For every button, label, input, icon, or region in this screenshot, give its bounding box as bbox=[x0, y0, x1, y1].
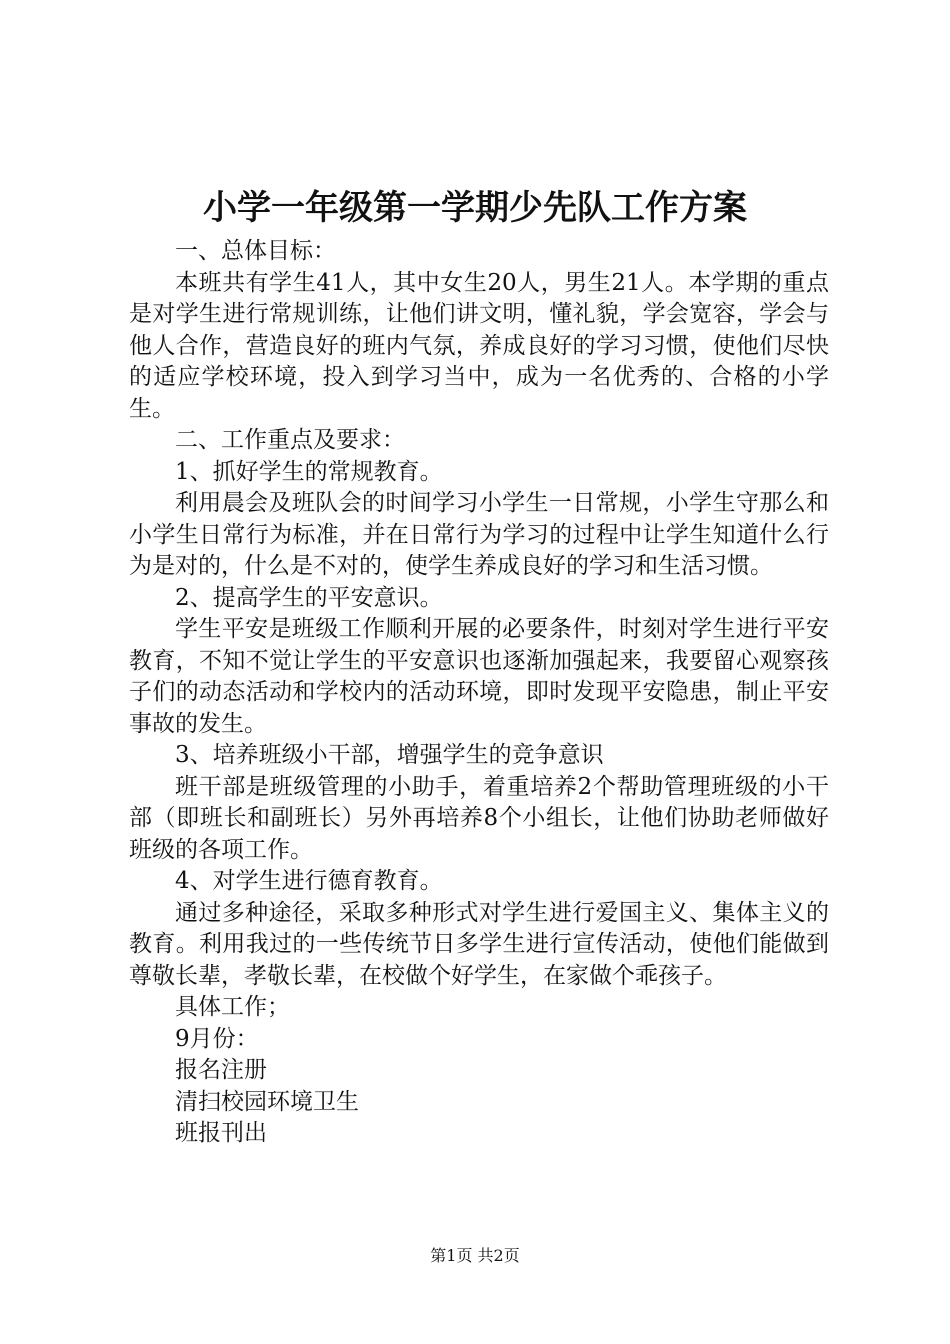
section-heading: 一、总体目标： bbox=[175, 238, 336, 264]
paragraph: 本班共有学生41人，其中女生20人，男生21人。本学期的重点是对学生进行常规训练，让他们讲文明，懂礼貌，学会宽容，学会与他人合作，营造良好的班内气氛，养成良好的学习习惯，使他们尽快的适应学校环境，投入到学习当中，成为一名优秀的、合格的小学生。 bbox=[129, 269, 829, 422]
paragraph: 通过多种途径，采取多种形式对学生进行爱国主义、集体主义的教育。利用我过的一些传统节日多学生进行宣传活动，使他们能做到尊敬长辈，孝敬长辈，在校做个好学生，在家做个乖孩子。 bbox=[129, 899, 829, 989]
task-item: 报名注册 bbox=[175, 1057, 267, 1083]
page-number-footer: 第1页 共2页 bbox=[430, 1246, 520, 1265]
subsection-heading: 1、抓好学生的常规教育。 bbox=[175, 458, 443, 485]
paragraph: 利用晨会及班队会的时间学习小学生一日常规，小学生守那么和小学生日常行为标准，并在日常行为学习的过程中让学生知道什么行为是对的，什么是不对的，使学生养成良好的学习和生活习惯。 bbox=[129, 490, 829, 579]
task-item: 班报刊出 bbox=[175, 1120, 267, 1146]
subsection-heading: 2、提高学生的平安意识。 bbox=[175, 584, 443, 611]
month-label: 9月份： bbox=[175, 1025, 259, 1052]
document-title: 小学一年级第一学期少先队工作方案 bbox=[203, 188, 747, 228]
subsection-heading: 4、对学生进行德育教育。 bbox=[175, 868, 443, 894]
paragraph: 学生平安是班级工作顺利开展的必要条件，时刻对学生进行平安教育，不知不觉让学生的平安意识也逐渐加强起来，我要留心观察孩子们的动态活动和学校内的活动环境，即时发现平安隐患，制止平安事故的发生。 bbox=[129, 616, 829, 737]
document-body bbox=[129, 236, 829, 1150]
subsection-heading: 3、培养班级小干部，增强学生的竞争意识 bbox=[175, 742, 604, 768]
list-heading: 具体工作； bbox=[175, 994, 290, 1020]
section-heading: 二、工作重点及要求： bbox=[175, 427, 405, 453]
task-item: 清扫校园环境卫生 bbox=[175, 1088, 359, 1115]
paragraph: 班干部是班级管理的小助手，着重培养2个帮助管理班级的小干部（即班长和副班长）另外再培养8个小组长，让他们协助老师做好班级的各项工作。 bbox=[129, 773, 829, 863]
